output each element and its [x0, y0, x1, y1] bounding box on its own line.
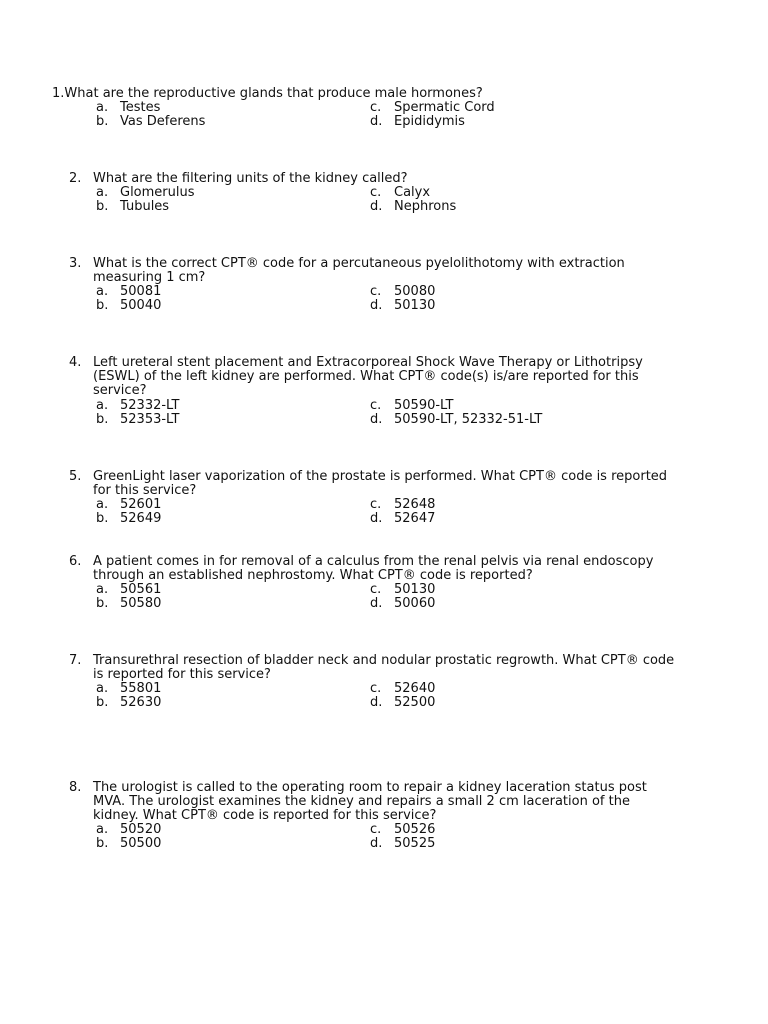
question-4-option-a: a. 52332-LT: [96, 398, 180, 413]
question-8-option-c: c. 50526: [370, 822, 436, 837]
question-3-option-b: b. 50040: [96, 298, 162, 313]
question-2-option-d: d. Nephrons: [370, 199, 457, 214]
question-1-option-a: a. Testes: [96, 100, 161, 115]
question-5-number: 5.: [69, 469, 82, 484]
question-8-text-line-2: MVA. The urologist examines the kidney and repairs a small 2 cm laceration of the: [93, 794, 630, 809]
question-6-option-a: a. 50561: [96, 582, 162, 597]
question-2-text-line-1: What are the filtering units of the kidney called?: [93, 171, 408, 186]
question-7-option-b: b. 52630: [96, 695, 162, 710]
question-4-number: 4.: [69, 355, 82, 370]
question-7-option-d: d. 52500: [370, 695, 436, 710]
question-4-text-line-1: Left ureteral stent placement and Extracorporeal Shock Wave Therapy or Lithotripsy: [93, 355, 643, 370]
question-2-option-b: b. Tubules: [96, 199, 170, 214]
question-1-option-d: d. Epididymis: [370, 114, 465, 129]
question-6-number: 6.: [69, 554, 82, 569]
question-5-text-line-1: GreenLight laser vaporization of the prostate is performed. What CPT® code is reported: [93, 469, 668, 484]
question-7-text-line-2: is reported for this service?: [93, 667, 271, 682]
question-6-text-line-1: A patient comes in for removal of a calculus from the renal pelvis via renal endoscopy: [93, 554, 654, 569]
question-5-text-line-2: for this service?: [93, 483, 197, 498]
question-1-option-b: b. Vas Deferens: [96, 114, 206, 129]
question-3-option-a: a. 50081: [96, 284, 162, 299]
question-2-option-a: a. Glomerulus: [96, 185, 195, 200]
question-8-number: 8.: [69, 780, 82, 795]
question-7-option-a: a. 55801: [96, 681, 162, 696]
question-6-option-b: b. 50580: [96, 596, 162, 611]
question-7-number: 7.: [69, 653, 82, 668]
question-3-text-line-1: What is the correct CPT® code for a percutaneous pyelolithotomy with extraction: [93, 256, 625, 271]
question-1-text: What are the reproductive glands that produce male hormones?: [64, 86, 483, 101]
question-2-number: 2.: [69, 171, 82, 186]
question-8-option-b: b. 50500: [96, 836, 162, 851]
question-5-option-d: d. 52647: [370, 511, 436, 526]
question-4-text-line-2: (ESWL) of the left kidney are performed. What CPT® code(s) is/are reported for this: [93, 369, 639, 384]
question-3-option-c: c. 50080: [370, 284, 436, 299]
question-4-option-d: d. 50590-LT, 52332-51-LT: [370, 412, 543, 427]
question-8-option-d: d. 50525: [370, 836, 436, 851]
question-3-text-line-2: measuring 1 cm?: [93, 270, 206, 285]
question-5-option-c: c. 52648: [370, 497, 436, 512]
question-2-option-c: c. Calyx: [370, 185, 431, 200]
question-7-text-line-1: Transurethral resection of bladder neck and nodular prostatic regrowth. What CPT® code: [93, 653, 675, 668]
question-3-option-d: d. 50130: [370, 298, 436, 313]
question-4-text-line-3: service?: [93, 383, 147, 398]
question-1-number: 1.: [52, 86, 65, 101]
question-3-number: 3.: [69, 256, 82, 271]
question-5-option-b: b. 52649: [96, 511, 162, 526]
question-7-option-c: c. 52640: [370, 681, 436, 696]
question-4-option-c: c. 50590-LT: [370, 398, 454, 413]
question-8-text-line-3: kidney. What CPT® code is reported for this service?: [93, 808, 437, 823]
question-5-option-a: a. 52601: [96, 497, 162, 512]
question-6-option-d: d. 50060: [370, 596, 436, 611]
question-8-text-line-1: The urologist is called to the operating room to repair a kidney laceration status post: [93, 780, 647, 795]
question-4-option-b: b. 52353-LT: [96, 412, 180, 427]
question-6-text-line-2: through an established nephrostomy. What CPT® code is reported?: [93, 568, 533, 583]
question-1-stem: [52, 87, 483, 101]
question-6-option-c: c. 50130: [370, 582, 436, 597]
question-1-option-c: c. Spermatic Cord: [370, 100, 495, 115]
question-8-option-a: a. 50520: [96, 822, 162, 837]
